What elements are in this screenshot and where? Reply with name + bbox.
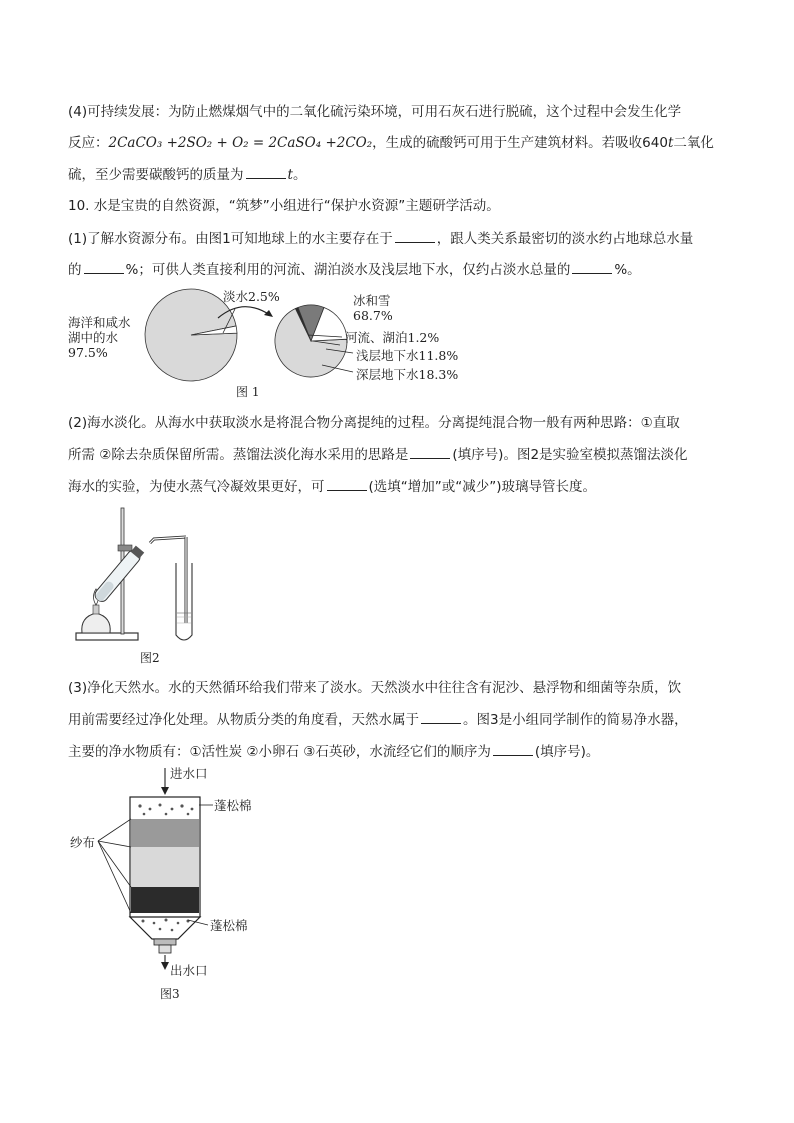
q10-3-line1: (3)净化天然水。水的天然循环给我们带来了淡水。天然淡水中往往含有泥沙、悬浮物和细菌等杂质，饮 [68,680,682,696]
q9-4-line2: 反应：2CaCO₃ +2SO₂ + O₂ = 2CaSO₄ +2CO₂，生成的硫酸钙可用于生产建筑材料。若吸收640t二氧化 [68,135,714,151]
q10-3-line2: 用前需要经过净化处理。从物质分类的角度看，天然水属于 。图3是小组同学制作的简易净水器， [68,709,688,730]
label-shallow-groundwater: 浅层地下水11.8% [356,348,459,363]
q9-4-line1: (4)可持续发展：为防止燃煤烟气中的二氧化硫污染环境，可用石灰石进行脱硫，这个过程中会发生化学 [68,104,682,120]
label-cotton-bottom: 蓬松棉 [210,918,248,933]
arrowhead-icon [264,310,273,317]
figure-2 [68,505,208,665]
q10-2-line3: 海水的实验，为使水蒸气冷凝效果更好，可 (选填“增加”或“减少”)玻璃导管长度。 [68,476,596,497]
label-ice-snow: 冰和雪 68.7% [353,293,393,323]
answer-blank[interactable] [572,259,612,274]
label-river-lake: 河流、湖泊1.2% [345,330,440,345]
figure-1-caption: 图 1 [236,385,260,399]
label-seawater: 海洋和咸水 湖中的水 97.5% [68,315,131,360]
figure-3 [68,765,268,1005]
label-outlet: 出水口 [170,963,208,978]
label-freshwater: 淡水2.5% [223,289,280,304]
q10-1-line2: 的 %；可供人类直接利用的河流、湖泊淡水及浅层地下水，仅约占淡水总量的 %。 [68,259,641,280]
q10-2-line1: (2)海水淡化。从海水中获取淡水是将混合物分离提纯的过程。分离提纯混合物一般有两种思路：①直取 [68,415,680,431]
answer-blank[interactable] [327,476,367,491]
pie-small [275,305,347,377]
label-deep-groundwater: 深层地下水18.3% [356,367,459,382]
label-cotton-top: 蓬松棉 [214,798,252,813]
answer-blank[interactable] [395,228,435,243]
label-inlet: 进水口 [170,766,208,781]
q10-1-line1: (1)了解水资源分布。由图1可知地球上的水主要存在于 ，跟人类关系最密切的淡水约占地球总水量 [68,228,693,249]
answer-blank[interactable] [246,164,286,179]
q10-3-line3: 主要的净水物质有：①活性炭 ②小卵石 ③石英砂，水流经它们的顺序为 (填序号)。 [68,741,599,762]
chemical-equation: 2CaCO₃ +2SO₂ + O₂ = 2CaSO₄ +2CO₂ [108,135,373,151]
q9-4-line3: 硫，至少需要碳酸钙的质量为 t。 [68,164,306,185]
answer-blank[interactable] [493,741,533,756]
q10-2-line2: 所需 ②除去杂质保留所需。蒸馏法淡化海水采用的思路是 (填序号)。图2是实验室模拟蒸馏法淡化 [68,444,688,465]
figure-2-caption: 图2 [140,651,160,665]
figure-3-caption: 图3 [160,987,180,1001]
answer-blank[interactable] [84,259,124,274]
q10-intro: 10. 水是宝贵的自然资源，“筑梦”小组进行“保护水资源”主题研学活动。 [68,198,500,214]
answer-blank[interactable] [410,444,450,459]
figure-1 [68,285,488,400]
label-gauze: 纱布 [70,835,96,850]
distillation-apparatus [68,505,208,655]
answer-blank[interactable] [421,709,461,724]
